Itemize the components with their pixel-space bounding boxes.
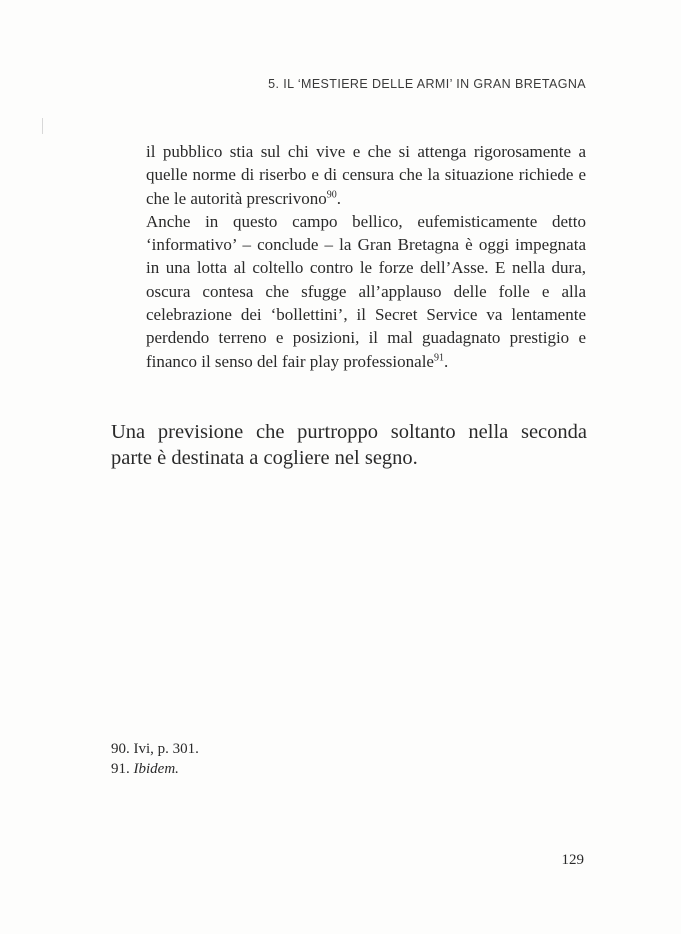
quote-paragraph-2-text: Anche in questo campo bellico, eufemisticamente detto ‘informativo’ – conclude – la Gran Bretagna è oggi impegnata in una lotta al coltello contro le forze dell’Asse. E nella dura, oscura contesa che sfugge all’applauso delle folle e alla celebrazione dei ‘bollettini’, il Secret Service va lentamente perdendo terreno e posizioni, il mal guadagnato prestigio e financo il senso del fair play professionale <box>146 211 586 371</box>
quote-paragraph-2 <box>146 210 586 373</box>
footnote-90 <box>111 739 199 759</box>
footnote-91 <box>111 759 199 779</box>
quote-paragraph-2-end: . <box>443 351 449 371</box>
footnote-text: Ivi, p. 301. <box>133 741 199 757</box>
footnote-ref-90: 90 <box>326 188 337 200</box>
footnote-number: 91. <box>111 761 130 777</box>
footnote-number: 90. <box>111 741 130 757</box>
footnote-text: Ibidem. <box>133 761 179 777</box>
page-number: 129 <box>561 852 584 868</box>
footnote-ref-91: 91 <box>433 352 444 364</box>
body-paragraph: Una previsione che purtroppo soltanto nella seconda parte è destinata a cogliere nel segno. <box>111 421 587 469</box>
margin-mark <box>42 118 43 134</box>
block-quote <box>146 140 586 373</box>
quote-paragraph-1-text: il pubblico stia sul chi vive e che si attenga rigorosamente a quelle norme di riserbo e di censura che la situazione richiede e che le autorità prescrivono <box>146 142 586 208</box>
footnotes <box>111 739 199 779</box>
quote-paragraph-1-end: . <box>336 188 342 208</box>
running-head: 5. IL ‘MESTIERE DELLE ARMI’ IN GRAN BRETAGNA <box>268 77 586 91</box>
quote-paragraph-1 <box>146 140 586 210</box>
